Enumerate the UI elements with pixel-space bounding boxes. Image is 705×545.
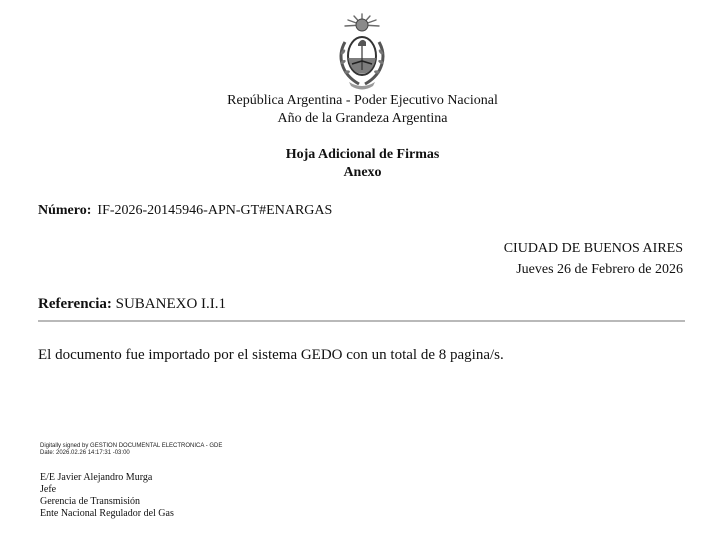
document-city: CIUDAD DE BUENOS AIRES: [503, 241, 683, 256]
digital-signature-stamp: [40, 443, 222, 457]
digitally-signed-line: Digitally signed by GESTION DOCUMENTAL ELECTRONICA - GDE: [40, 443, 223, 449]
separator-line: [38, 320, 685, 322]
document-subtitle: Anexo: [343, 165, 382, 180]
document-body: El documento fue importado por el sistema GEDO con un total de 8 pagina/s.: [38, 347, 504, 363]
numero-value: IF-2026-20145946-APN-GT#ENARGAS: [97, 203, 333, 218]
year-motto: Año de la Grandeza Argentina: [277, 111, 448, 126]
referencia-value: SUBANEXO I.I.1: [115, 296, 227, 312]
document-date: Jueves 26 de Febrero de 2026: [516, 262, 683, 277]
referencia-label: Referencia:: [38, 296, 112, 312]
signer-role: Jefe: [40, 484, 57, 495]
signer-block: [40, 472, 174, 520]
coat-of-arms-seal: [335, 12, 389, 94]
numero-label: Número:: [38, 203, 92, 218]
signer-department: Gerencia de Transmisión: [40, 496, 140, 507]
document-reference: [38, 295, 226, 313]
document-title: Hoja Adicional de Firmas: [285, 147, 440, 162]
institution-header: República Argentina - Poder Ejecutivo Nacional: [227, 93, 498, 108]
signature-date-line: Date: 2026.02.26 14:17:31 -03:00: [40, 450, 130, 456]
document-number: [38, 202, 332, 220]
signer-organization: Ente Nacional Regulador del Gas: [40, 508, 174, 519]
signer-name: E/E Javier Alejandro Murga: [40, 472, 153, 483]
